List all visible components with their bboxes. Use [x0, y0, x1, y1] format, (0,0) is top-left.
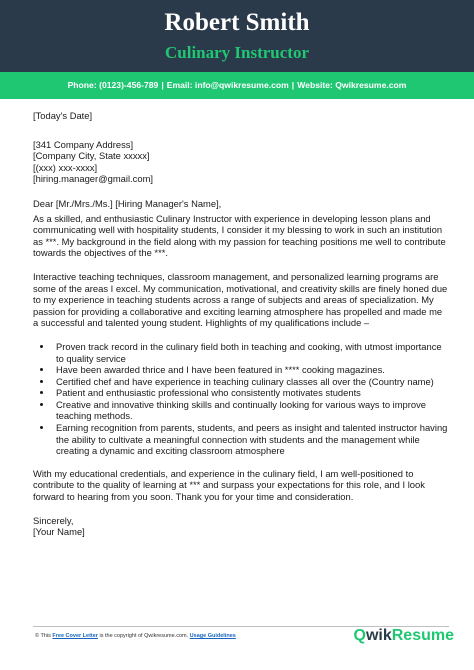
- paragraph-skills: Interactive teaching techniques, classroom management, and personalized learning programs are some of the areas I excel. My communication, motivational, and creativity skills are finely honed due to my experience in teaching students across a range of subjects and areas of specialization. My passion for providing a collaborative and exciting learning atmosphere has propelled and made me a successful and talented young student. Highlights of my qualifications include –: [33, 270, 448, 329]
- list-item: • Proven track record in the culinary field both in teaching and cooking, with utmost importance to quality service: [53, 341, 449, 364]
- contact-bar: [0, 72, 474, 99]
- footer-middle: is the copyright of Qwikresume.com.: [99, 633, 189, 639]
- contact-phone: Phone: (0123)-456-789: [67, 80, 159, 90]
- qualifications-list: [33, 341, 449, 457]
- address-line: [(xxx) xxx-xxxx]: [33, 161, 98, 173]
- candidate-name: Robert Smith: [164, 9, 310, 36]
- contact-email: Email: info@qwikresume.com: [166, 80, 289, 90]
- contact-separator: |: [161, 80, 164, 90]
- usage-guidelines-link[interactable]: Usage Guidelines: [189, 633, 236, 639]
- recipient-address: [33, 139, 449, 185]
- paragraph-intro: As a skilled, and enthusiastic Culinary Instructor with experience in developing lesson plans and communicating well with hospitality students, I consider it my blessing to work in such an institution as ***. My background in the field along with my passion for teaching positions me well to contribute towards the objectives of the ***.: [33, 212, 446, 259]
- free-cover-letter-link[interactable]: Free Cover Letter: [52, 633, 98, 639]
- logo-q: Q: [353, 627, 366, 644]
- footer-prefix: © This: [35, 633, 51, 639]
- letter-body: [33, 110, 449, 538]
- logo-wik: wik: [365, 627, 392, 644]
- address-line: [hiring.manager@gmail.com]: [33, 173, 153, 185]
- salutation: Dear [Mr./Mrs./Ms.] [Hiring Manager's Name],: [33, 197, 222, 209]
- job-title: Culinary Instructor: [164, 43, 310, 62]
- address-line: [Company City, State xxxxx]: [33, 150, 150, 162]
- footer-copyright: [35, 633, 236, 639]
- list-item: • Creative and innovative thinking skills and continually looking for various ways to improve teaching methods.: [53, 399, 449, 422]
- signature-name: [Your Name]: [33, 526, 85, 538]
- resume-header: [0, 0, 474, 72]
- contact-separator: |: [291, 80, 295, 90]
- paragraph-closing: With my educational credentials, and experience in the culinary field, I am well-positioned to contribute to the quality of learning at *** and surpass your expectations for this role, and I look forward to hearing from you soon. Thank you for your time and consideration.: [33, 467, 425, 503]
- list-item: • Certified chef and have experience in teaching culinary classes all over the (Country name): [53, 376, 449, 388]
- contact-website: Website: Qwikresume.com: [297, 80, 407, 90]
- list-item: • Have been awarded thrice and I have been featured in **** cooking magazines.: [53, 364, 449, 376]
- list-item: • Earning recognition from parents, students, and peers as insight and talented instructor having the ability to cultivate a meaningful connection with students and the management while creating a dynamic and exciting classroom atmosphere: [53, 422, 449, 457]
- list-item: • Patient and enthusiastic professional who consistently motivates students: [53, 387, 449, 399]
- closing-phrase: Sincerely,: [33, 514, 74, 526]
- address-line: [341 Company Address]: [33, 138, 134, 150]
- letter-date: [Today's Date]: [33, 110, 93, 121]
- qwikresume-logo: [354, 627, 455, 645]
- logo-resume: Resume: [391, 627, 454, 644]
